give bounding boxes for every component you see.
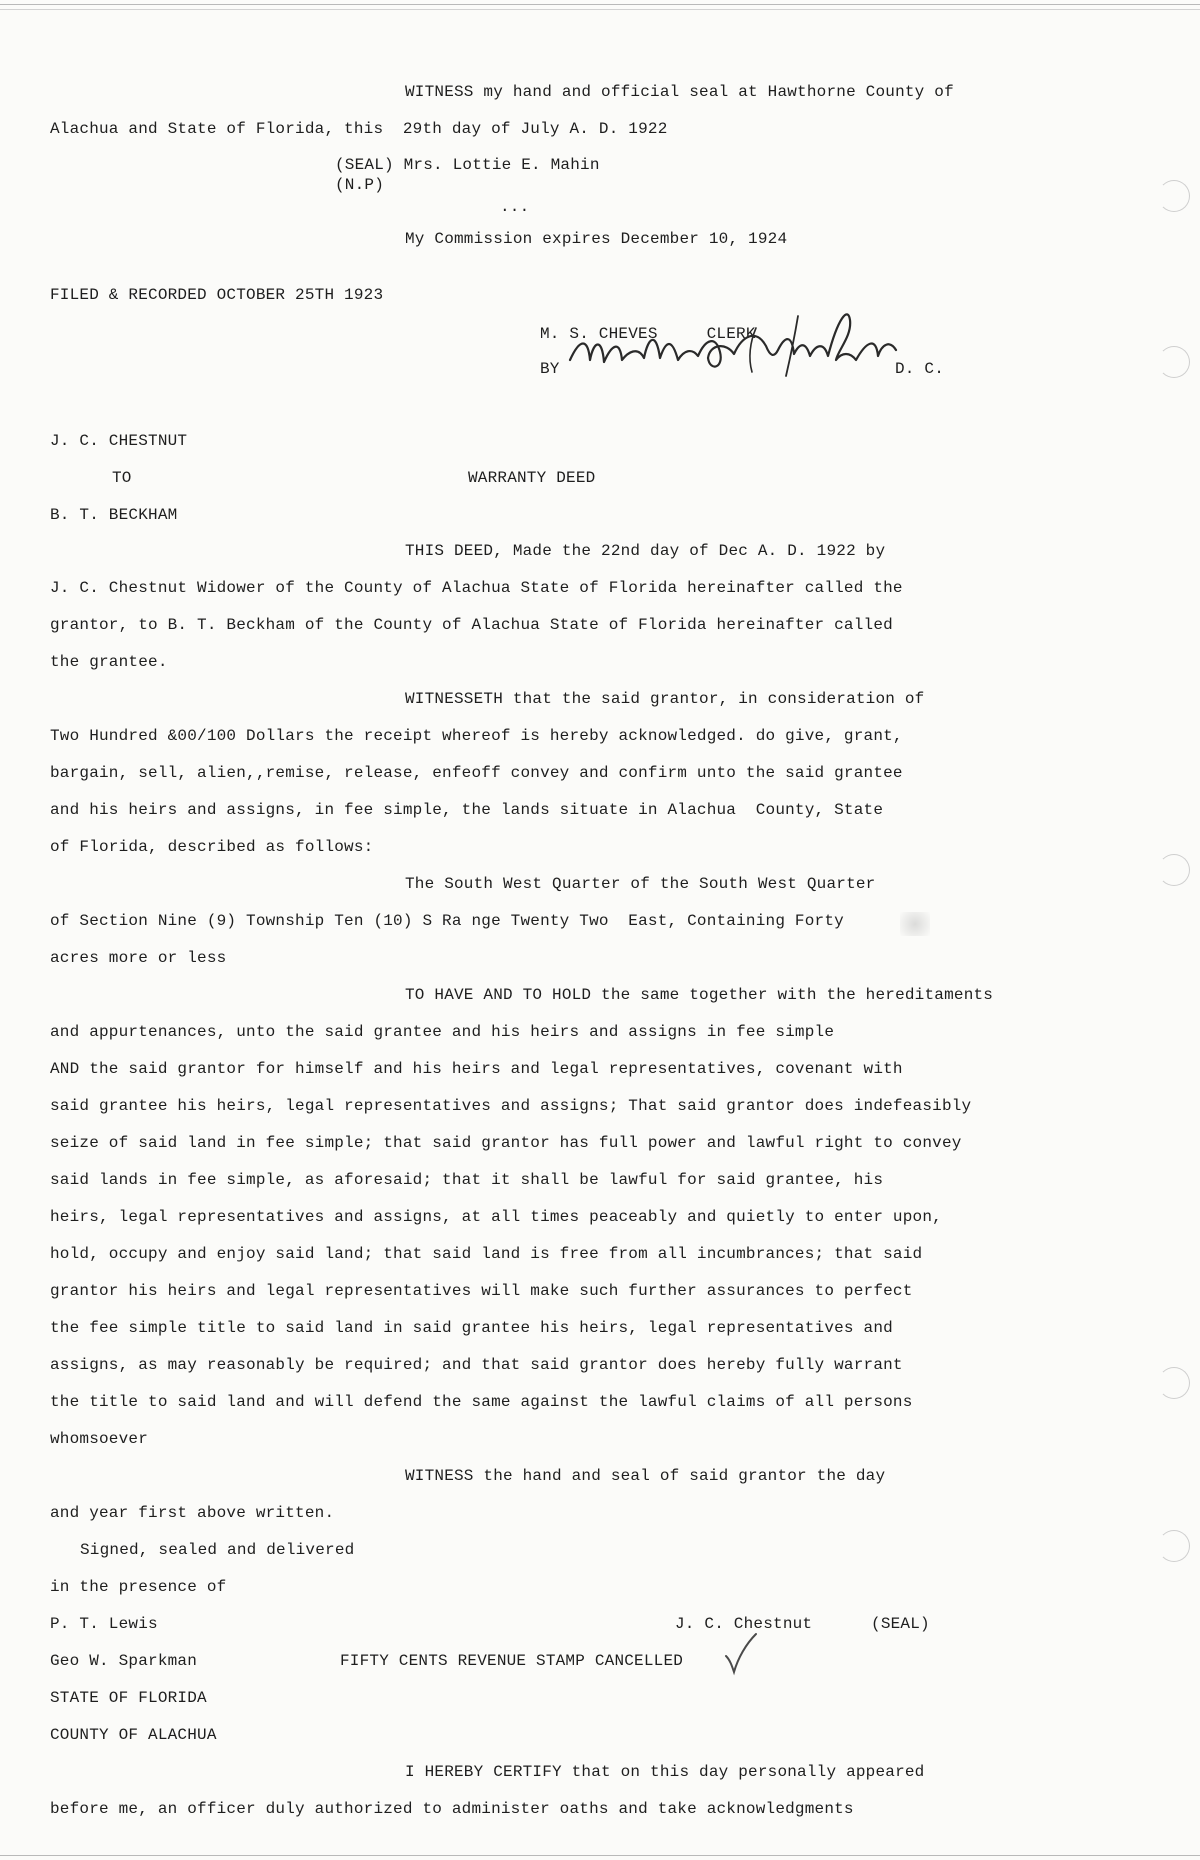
legal-description-line: of Section Nine (9) Township Ten (10) S Ra nge Twenty Two East, Containing Forty: [50, 912, 844, 930]
top-edge-line-2: [0, 9, 1200, 10]
certify-line: before me, an officer duly authorized to administer oaths and take acknowledgments: [50, 1800, 854, 1818]
deed-body-line: bargain, sell, alien,,remise, release, enfeoff convey and confirm unto the said grantee: [50, 764, 903, 782]
clerk-signature: [560, 298, 900, 388]
bottom-edge-line: [0, 1855, 1200, 1856]
deed-body-line: the title to said land and will defend the same against the lawful claims of all persons: [50, 1393, 913, 1411]
by-label: BY: [540, 360, 560, 378]
ink-smudge: [900, 912, 930, 936]
deed-body-line: J. C. Chestnut Widower of the County of Alachua State of Florida hereinafter called the: [50, 579, 903, 597]
punch-hole: [1158, 1367, 1190, 1399]
punch-hole: [1158, 1530, 1190, 1562]
state-line: STATE OF FLORIDA: [50, 1689, 207, 1707]
deed-body-line: hold, occupy and enjoy said land; that said land is free from all incumbrances; that said: [50, 1245, 923, 1263]
legal-description-line: The South West Quarter of the South West Quarter: [405, 875, 876, 893]
witness-name: P. T. Lewis: [50, 1615, 158, 1633]
deed-body-line: said grantee his heirs, legal representatives and assigns; That said grantor does indefeasibly: [50, 1097, 972, 1115]
deed-body-line: Two Hundred &00/100 Dollars the receipt whereof is hereby acknowledged. do give, grant,: [50, 727, 903, 745]
notary-state-line: Alachua and State of Florida, this 29th day of July A. D. 1922: [50, 120, 668, 138]
punch-hole: [1158, 180, 1190, 212]
commission-expiry: My Commission expires December 10, 1924: [405, 230, 788, 248]
deed-body-line: seize of said land in fee simple; that said grantor has full power and lawful right to convey: [50, 1134, 962, 1152]
deed-body-line: heirs, legal representatives and assigns, at all times peaceably and quietly to enter upon,: [50, 1208, 942, 1226]
presence-line: in the presence of: [50, 1578, 227, 1596]
top-edge-line: [0, 4, 1200, 5]
witness-name: Geo W. Sparkman: [50, 1652, 198, 1670]
witness-clause: WITNESS the hand and seal of said grantor the day: [405, 1467, 886, 1485]
grantor-name-header: J. C. CHESTNUT: [50, 432, 188, 450]
deed-body-line: AND the said grantor for himself and his heirs and legal representatives, covenant with: [50, 1060, 903, 1078]
notary-ellipsis: ...: [500, 198, 530, 216]
deed-body-line: grantor, to B. T. Beckham of the County of Alachua State of Florida hereinafter called: [50, 616, 893, 634]
clerk-line: M. S. CHEVES CLERK: [540, 325, 756, 343]
deed-body-line: WITNESSETH that the said grantor, in consideration of: [405, 690, 925, 708]
deed-body-line: the fee simple title to said land in said grantee his heirs, legal representatives and: [50, 1319, 893, 1337]
witness-clause: and year first above written.: [50, 1504, 335, 1522]
notary-seal-name: (SEAL) Mrs. Lottie E. Mahin: [335, 156, 600, 174]
county-line: COUNTY OF ALACHUA: [50, 1726, 217, 1744]
check-mark-icon: [722, 1632, 758, 1676]
deed-body-line: TO HAVE AND TO HOLD the same together with the hereditaments: [405, 986, 994, 1004]
deed-body-line: whomsoever: [50, 1430, 149, 1448]
signed-sealed-line: Signed, sealed and delivered: [80, 1541, 355, 1559]
deed-body-line: said lands in fee simple, as aforesaid; that it shall be lawful for said grantee, his: [50, 1171, 884, 1189]
notary-witness-line: WITNESS my hand and official seal at Hawthorne County of: [405, 83, 954, 101]
legal-description-line: acres more or less: [50, 949, 227, 967]
punch-hole: [1158, 346, 1190, 378]
deed-body-line: assigns, as may reasonably be required; and that said grantor does hereby fully warrant: [50, 1356, 903, 1374]
deed-body-line: and his heirs and assigns, in fee simple, the lands situate in Alachua County, State: [50, 801, 884, 819]
revenue-stamp-note: FIFTY CENTS REVENUE STAMP CANCELLED: [340, 1652, 684, 1670]
grantee-name-header: B. T. BECKHAM: [50, 506, 178, 524]
deed-body-line: and appurtenances, unto the said grantee and his heirs and assigns in fee simple: [50, 1023, 835, 1041]
grantor-signature-line: J. C. Chestnut (SEAL): [675, 1615, 930, 1633]
filed-recorded-line: FILED & RECORDED OCTOBER 25TH 1923: [50, 286, 384, 304]
deed-title: WARRANTY DEED: [468, 469, 596, 487]
certify-line: I HEREBY CERTIFY that on this day personally appeared: [405, 1763, 925, 1781]
deed-body-line: grantor his heirs and legal representatives will make such further assurances to perfect: [50, 1282, 913, 1300]
deputy-clerk-label: D. C.: [895, 360, 945, 378]
deed-body-line: the grantee.: [50, 653, 168, 671]
deed-body-line: THIS DEED, Made the 22nd day of Dec A. D. 1922 by: [405, 542, 886, 560]
deed-body-line: of Florida, described as follows:: [50, 838, 374, 856]
to-label: TO: [112, 469, 132, 487]
punch-hole: [1158, 854, 1190, 886]
notary-np-mark: (N.P): [335, 176, 385, 194]
